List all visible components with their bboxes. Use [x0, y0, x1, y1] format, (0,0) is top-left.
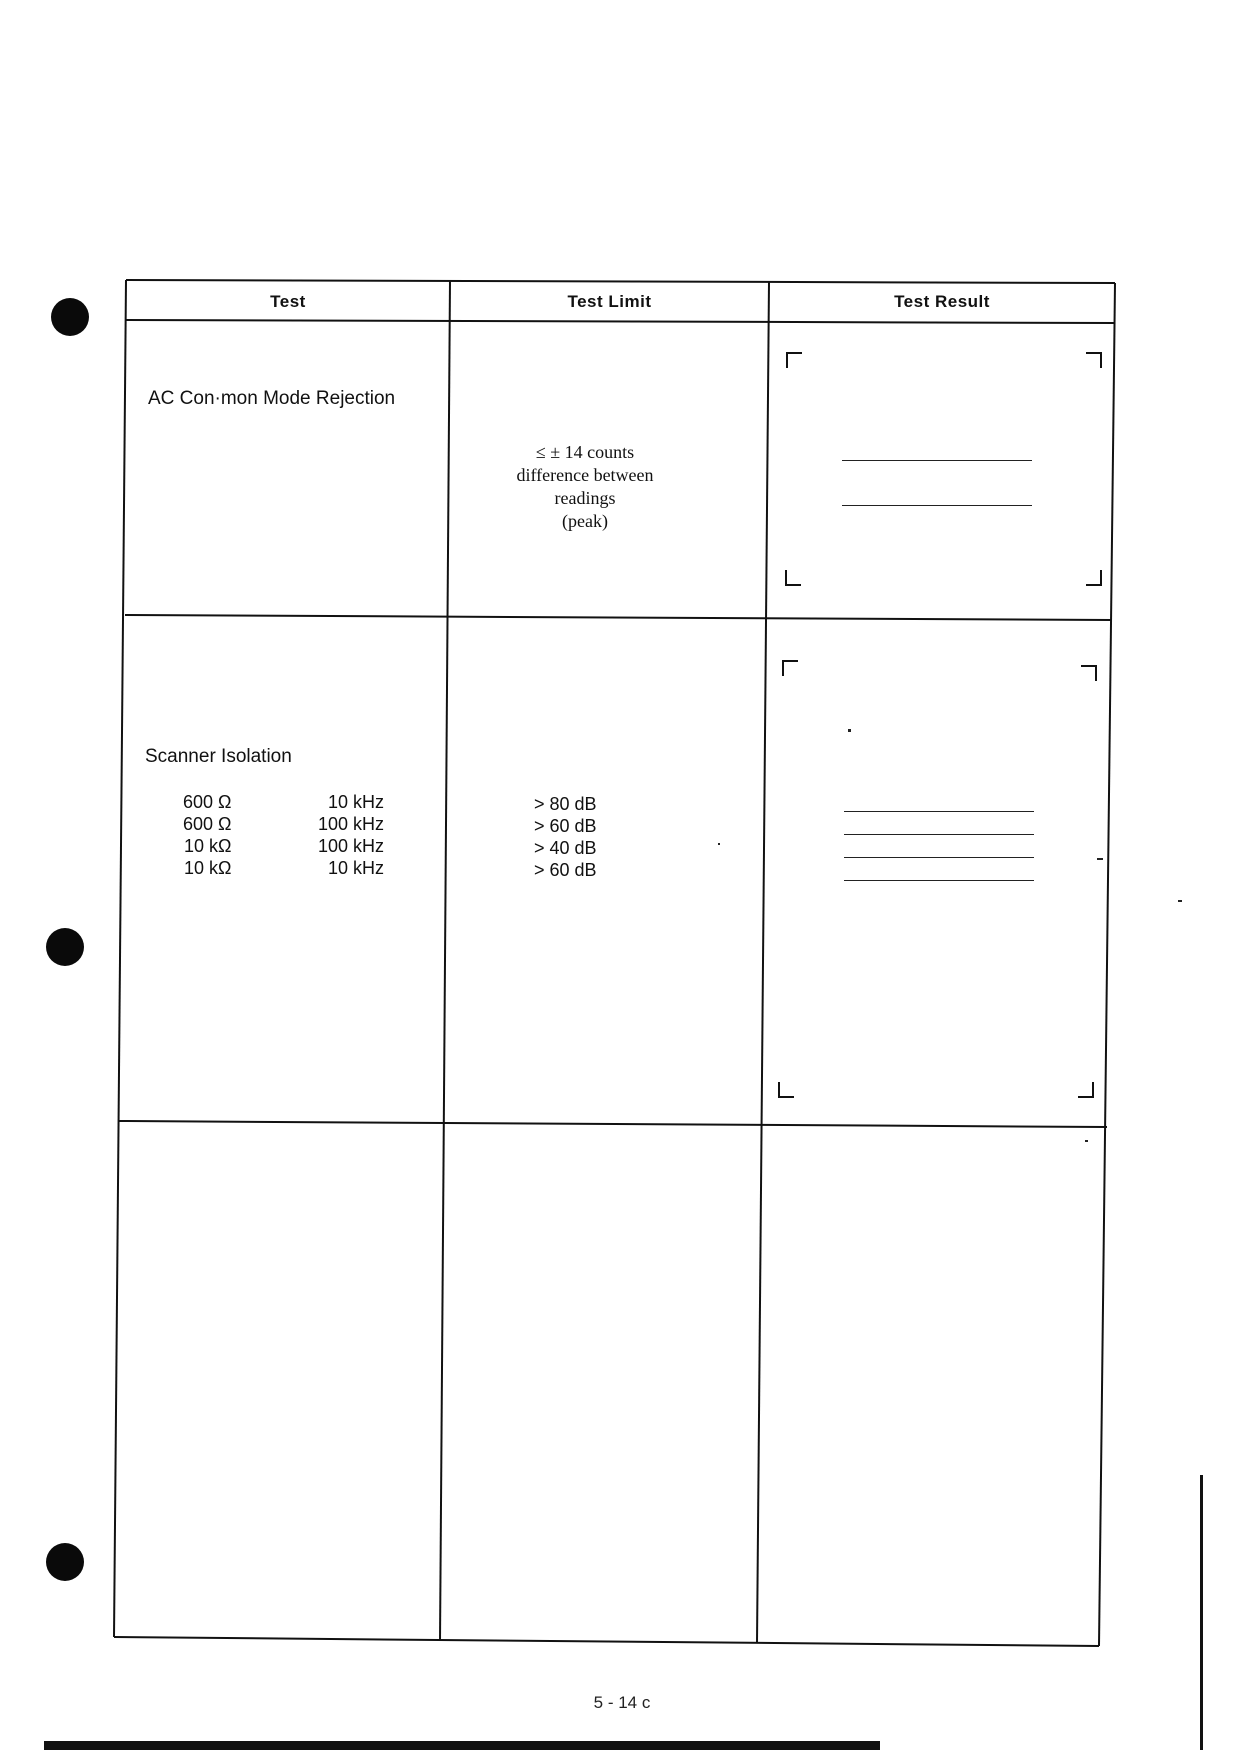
limit-line: (peak)	[562, 511, 608, 531]
test-limit-ac-cmr	[455, 441, 715, 533]
condition-frequency: 10 kHz	[327, 858, 384, 878]
corner-bracket-br	[1086, 570, 1102, 586]
scan-speck	[1097, 858, 1103, 860]
test-name-scanner-isolation: Scanner Isolation	[145, 746, 292, 767]
scan-speck	[718, 843, 720, 845]
limit-value: > 80 dB	[534, 794, 597, 814]
header-test: Test	[270, 292, 306, 311]
scan-speck	[1085, 1140, 1088, 1142]
page-number: 5 - 14 c	[593, 1693, 651, 1712]
limit-value: > 60 dB	[534, 816, 597, 836]
condition-frequency: 100 kHz	[317, 814, 384, 834]
corner-bracket-tr	[1081, 665, 1097, 681]
condition-resistance: 10 kΩ	[184, 836, 232, 856]
condition-resistance: 10 kΩ	[184, 858, 232, 878]
scan-edge-line	[1200, 1475, 1203, 1750]
result-entry-line	[844, 811, 1034, 812]
scan-speck	[848, 729, 851, 732]
result-entry-line	[844, 880, 1034, 881]
result-entry-line	[842, 460, 1032, 461]
limit-line: ≤ ± 14 counts	[535, 442, 635, 462]
header-test-limit: Test Limit	[567, 292, 652, 311]
limit-line: readings	[554, 488, 616, 508]
result-entry-line	[844, 857, 1034, 858]
corner-bracket-tl	[782, 660, 798, 676]
limit-line: difference between	[516, 465, 654, 485]
condition-resistance: 600 Ω	[183, 814, 232, 834]
scan-edge-bar	[44, 1741, 880, 1750]
corner-bracket-bl	[778, 1082, 794, 1098]
condition-frequency: 10 kHz	[327, 792, 384, 812]
test-name-ac-cmr: AC Con·mon Mode Rejection	[148, 388, 396, 409]
corner-bracket-br	[1078, 1082, 1094, 1098]
result-entry-line	[844, 834, 1034, 835]
condition-frequency: 100 kHz	[317, 836, 384, 856]
header-test-result: Test Result	[894, 292, 990, 311]
corner-bracket-tr	[1086, 352, 1102, 368]
condition-resistance: 600 Ω	[183, 792, 232, 812]
corner-bracket-bl	[785, 570, 801, 586]
limit-value: > 60 dB	[534, 860, 597, 880]
limit-value: > 40 dB	[534, 838, 597, 858]
corner-bracket-tl	[786, 352, 802, 368]
scan-speck	[1178, 900, 1182, 902]
result-entry-line	[842, 505, 1032, 506]
